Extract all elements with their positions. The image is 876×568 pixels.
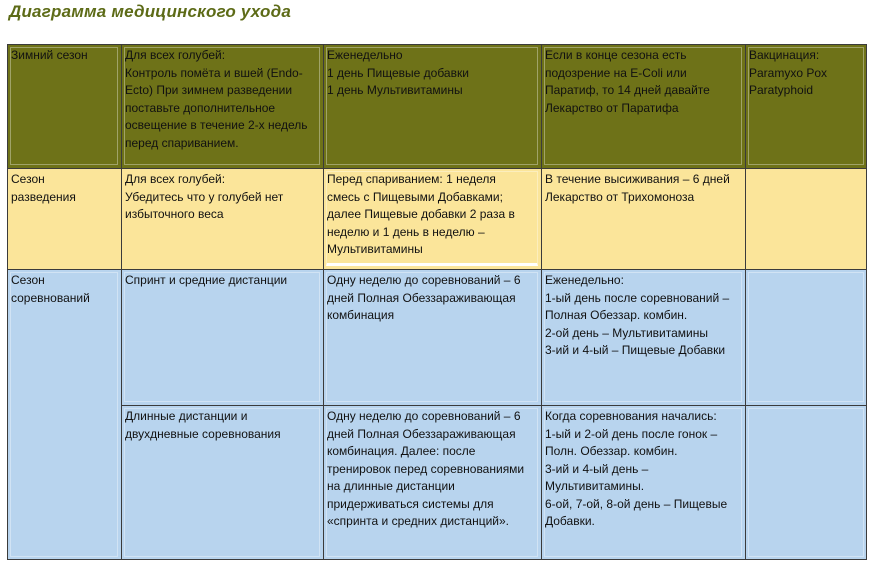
cell-text-line: Вакцинация: xyxy=(749,48,820,62)
cell-text-line: Паратиф, то 14 дней давайте xyxy=(545,83,710,97)
cell-winter-general xyxy=(121,44,323,168)
cell-text-line: Длинные дистанции и xyxy=(125,409,248,423)
cell-text-line: на длинные дистанции xyxy=(327,479,455,493)
page-title: Диаграмма медицинского ухода xyxy=(9,2,291,21)
grid-line xyxy=(541,44,542,560)
cell-text-line: Лекарство от Трихомоноза xyxy=(545,189,695,204)
cell-text-line: Одну неделю до соревнований – 6 xyxy=(327,273,521,287)
cell-text-line: избыточного веса xyxy=(125,207,224,221)
cell-text-line: Одну неделю до соревнований – 6 xyxy=(327,409,521,423)
cell-text-line: 2-ой день – Мультивитамины xyxy=(545,325,708,340)
cell-text-line: 1-ый и 2-ой день после гонок – xyxy=(545,426,718,441)
grid-line xyxy=(121,44,122,560)
cell-text-line: Paramyxo Pox xyxy=(749,65,828,80)
cell-racing-season xyxy=(7,269,121,560)
cell-breeding-treatment xyxy=(541,168,745,269)
cell-text-line: поставьте дополнительное xyxy=(125,100,276,115)
cell-long-vaccination xyxy=(745,405,867,560)
cell-sprint-treatment xyxy=(541,269,745,405)
grid-line xyxy=(323,44,324,560)
grid-line xyxy=(121,405,867,406)
cell-winter-vaccination xyxy=(745,44,867,168)
cell-text-line: смесь с Пищевыми Добавками; xyxy=(327,189,503,204)
cell-text-line: Зимний сезон xyxy=(11,48,88,62)
cell-text-line: Контроль помёта и вшей (Endo- xyxy=(125,65,303,80)
cell-text-line: В течение высиживания – 6 дней xyxy=(545,172,730,186)
cell-text-line: Еженедельно xyxy=(327,48,403,62)
cell-text-line: 6-ой, 7-ой, 8-ой день – Пищевые xyxy=(545,496,728,511)
cell-text-line: придерживаться системы для xyxy=(327,496,494,511)
cell-winter-treatment xyxy=(541,44,745,168)
cell-text-line: далее Пищевые добавки 2 раза в xyxy=(327,207,515,221)
medical-care-table xyxy=(7,44,867,560)
cell-text-line: соревнований xyxy=(11,290,90,305)
cell-text-line: Ecto) При зимнем разведении xyxy=(125,83,293,97)
cell-text-line: дней Полная Обеззараживающая xyxy=(327,290,516,305)
grid-line xyxy=(745,44,746,560)
cell-text-line: Мультивитамины xyxy=(327,242,423,256)
cell-text-line: Сезон xyxy=(11,172,45,186)
cell-text-line: перед спариванием. xyxy=(125,135,239,150)
cell-text-line: 3-ий и 4-ый день – xyxy=(545,461,649,476)
cell-text-line: Для всех голубей: xyxy=(125,48,226,62)
cell-breeding-vaccination xyxy=(745,168,867,269)
cell-text-line: неделю и 1 день в неделю – xyxy=(327,224,485,239)
cell-text-line: разведения xyxy=(11,189,76,204)
cell-text-line: подозрение на E-Coli или xyxy=(545,65,687,80)
cell-text-line: комбинация. Далее: после xyxy=(327,444,476,458)
cell-text-line: 1 день Пищевые добавки xyxy=(327,65,469,80)
cell-text-line: двухдневные соревнования xyxy=(125,426,281,441)
cell-sprint-vaccination xyxy=(745,269,867,405)
cell-breeding-general xyxy=(121,168,323,269)
cell-text-line: Полн. Обеззар. комбин. xyxy=(545,444,678,458)
cell-text-line: Полная Обеззар. комбин. xyxy=(545,308,688,322)
cell-breeding-weekly xyxy=(323,168,541,269)
cell-text-line: 3-ий и 4-ый – Пищевые Добавки xyxy=(545,343,726,357)
cell-text-line: Paratyphoid xyxy=(749,83,814,97)
cell-text-line: Сезон xyxy=(11,273,45,287)
cell-text-line: Убедитесь что у голубей нет xyxy=(125,189,284,204)
cell-text-line: 1 день Мультивитамины xyxy=(327,83,463,97)
cell-text-line: «спринта и средних дистанций». xyxy=(327,514,509,528)
cell-text-line: Мультивитамины. xyxy=(545,479,645,493)
cell-text-line: Спринт и средние дистанции xyxy=(125,273,288,287)
grid-line xyxy=(7,269,867,270)
cell-winter-season xyxy=(7,44,121,168)
cell-text-line: Перед спариванием: 1 неделя xyxy=(327,172,496,186)
cell-text-line: Добавки. xyxy=(545,514,595,528)
grid-line xyxy=(7,168,867,169)
cell-text-line: Когда соревнования начались: xyxy=(545,409,717,423)
cell-sprint-general xyxy=(121,269,323,405)
cell-long-weekly xyxy=(323,405,541,560)
cell-long-general xyxy=(121,405,323,560)
cell-text-line: Для всех голубей: xyxy=(125,172,226,186)
cell-text-line: Еженедельно: xyxy=(545,273,624,287)
cell-text-line: 1-ый день после соревнований – xyxy=(545,290,730,305)
cell-winter-weekly xyxy=(323,44,541,168)
cell-text-line: комбинация xyxy=(327,308,395,322)
cell-breeding-season xyxy=(7,168,121,269)
cell-long-treatment xyxy=(541,405,745,560)
cell-text-line: освещение в течение 2-х недель xyxy=(125,118,308,132)
cell-text-line: дней Полная Обеззараживающая xyxy=(327,426,516,441)
cell-text-line: Лекарство от Паратифа xyxy=(545,100,679,115)
cell-text-line: тренировок перед соревнованиями xyxy=(327,461,525,476)
cell-text-line: Если в конце сезона есть xyxy=(545,48,687,62)
cell-sprint-weekly xyxy=(323,269,541,405)
